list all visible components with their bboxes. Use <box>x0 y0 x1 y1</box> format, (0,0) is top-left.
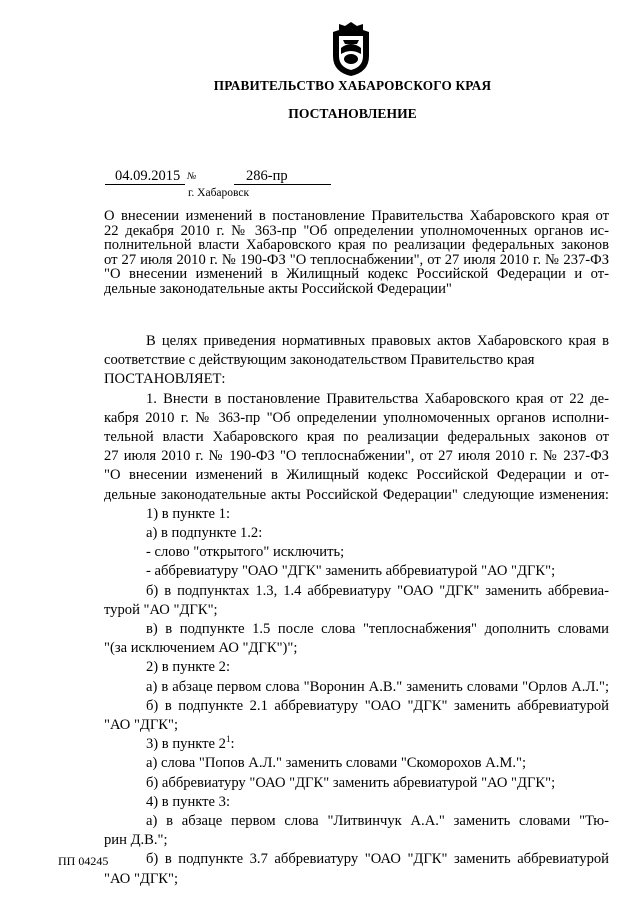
subject-line: О внесении изменений в постановление Правительства Хабаровского края от <box>104 208 609 224</box>
body-line: 4) в пункте 3: <box>146 793 231 810</box>
body-line: а) слова "Попов А.Л." заменить словами "Скоморохов А.М."; <box>146 755 527 772</box>
subject-line: полнительной власти Хабаровского края по реализации федеральных законов <box>104 237 609 254</box>
body-line: а) в абзаце первом слова "Литвинчук А.А." заменить словами "Тю- <box>146 813 609 830</box>
body-line: ПОСТАНОВЛЯЕТ: <box>104 371 226 388</box>
body-line: турой "АО "ДГК"; <box>104 601 218 618</box>
superscript-index: 1 <box>225 734 231 745</box>
body-line: кабря 2010 г. № 363-пр "Об определении уполномоченных органов исполни- <box>104 409 609 426</box>
body-line: 1) в пункте 1: <box>146 505 231 522</box>
document-city: г. Хабаровск <box>188 187 250 199</box>
body-line: В целях приведения нормативных правовых актов Хабаровского края в <box>146 333 609 349</box>
body-line-colon: : <box>230 736 235 753</box>
body-line: 1. Внести в постановление Правительства Хабаровского края от 22 де- <box>146 390 609 407</box>
body-line-text: 3) в пункте 2 <box>146 736 226 753</box>
body-line: б) в подпунктах 1.3, 1.4 аббревиатуру "ОАО "ДГК" заменить аббревиа- <box>146 582 609 599</box>
body-line: "О внесении изменений в Жилищный кодекс Российской Федерации и от- <box>104 467 609 484</box>
coat-of-arms-emblem <box>327 18 375 78</box>
body-line: "(за исключением АО "ДГК")"; <box>104 640 298 657</box>
subject-line: от 27 июля 2010 г. № 190-ФЗ "О теплоснабжении", от 27 июля 2010 г. № 237-ФЗ <box>104 251 609 268</box>
body-line: дельные законодательные акты Российской Федерации" следующие изменения: <box>104 486 609 503</box>
subject-line: "О внесении изменений в Жилищный кодекс Российской Федерации и от- <box>104 266 609 283</box>
document-date: 04.09.2015 <box>105 167 185 185</box>
number-sign: № <box>187 171 197 182</box>
body-line: "АО "ДГК"; <box>104 870 179 887</box>
authority-title: ПРАВИТЕЛЬСТВО ХАБАРОВСКОГО КРАЯ <box>213 78 492 93</box>
body-line: а) в абзаце первом слова "Воронин А.В." заменить словами "Орлов А.Л."; <box>146 678 609 695</box>
document-subject <box>104 209 609 297</box>
body-line: - аббревиатуру "ОАО "ДГК" заменить аббревиатурой "АО "ДГК"; <box>146 563 556 580</box>
body-line: - слово "открытого" исключить; <box>146 544 345 561</box>
body-line: б) в подпункте 2.1 аббревиатуру "ОАО "ДГК" заменить аббревиатурой <box>146 697 609 714</box>
document-code: ПП 04245 <box>58 854 109 868</box>
document-body <box>104 332 609 889</box>
body-line: а) в подпункте 1.2: <box>146 525 263 542</box>
body-line: в) в подпункте 1.5 после слова "теплоснабжения" дополнить словами <box>146 621 609 638</box>
body-line: "АО "ДГК"; <box>104 717 179 734</box>
body-line: соответствие с действующим законодательством Правительство края <box>104 352 535 369</box>
subject-line: дельные законодательные акты Российской Федерации" <box>104 280 452 297</box>
body-line: 27 июля 2010 г. № 190-ФЗ "О теплоснабжении", от 27 июля 2010 г. № 237-ФЗ <box>104 448 609 465</box>
body-line: б) аббревиатуру "ОАО "ДГК" заменить абревиатурой "АО "ДГК"; <box>146 774 556 791</box>
subject-line: 22 декабря 2010 г. № 363-пр "Об определении уполномоченных органов ис- <box>104 222 609 239</box>
document-type-title: ПОСТАНОВЛЕНИЕ <box>288 106 417 121</box>
body-line: б) в подпункте 3.7 аббревиатуру "ОАО "ДГК" заменить аббревиатурой <box>146 851 609 868</box>
body-line: тельной власти Хабаровского края по реализации федеральных законов от <box>104 429 609 446</box>
body-line <box>104 735 609 754</box>
document-number: 286-пр <box>234 167 331 185</box>
body-line: 2) в пункте 2: <box>146 659 231 676</box>
body-line: рин Д.В."; <box>104 832 168 849</box>
